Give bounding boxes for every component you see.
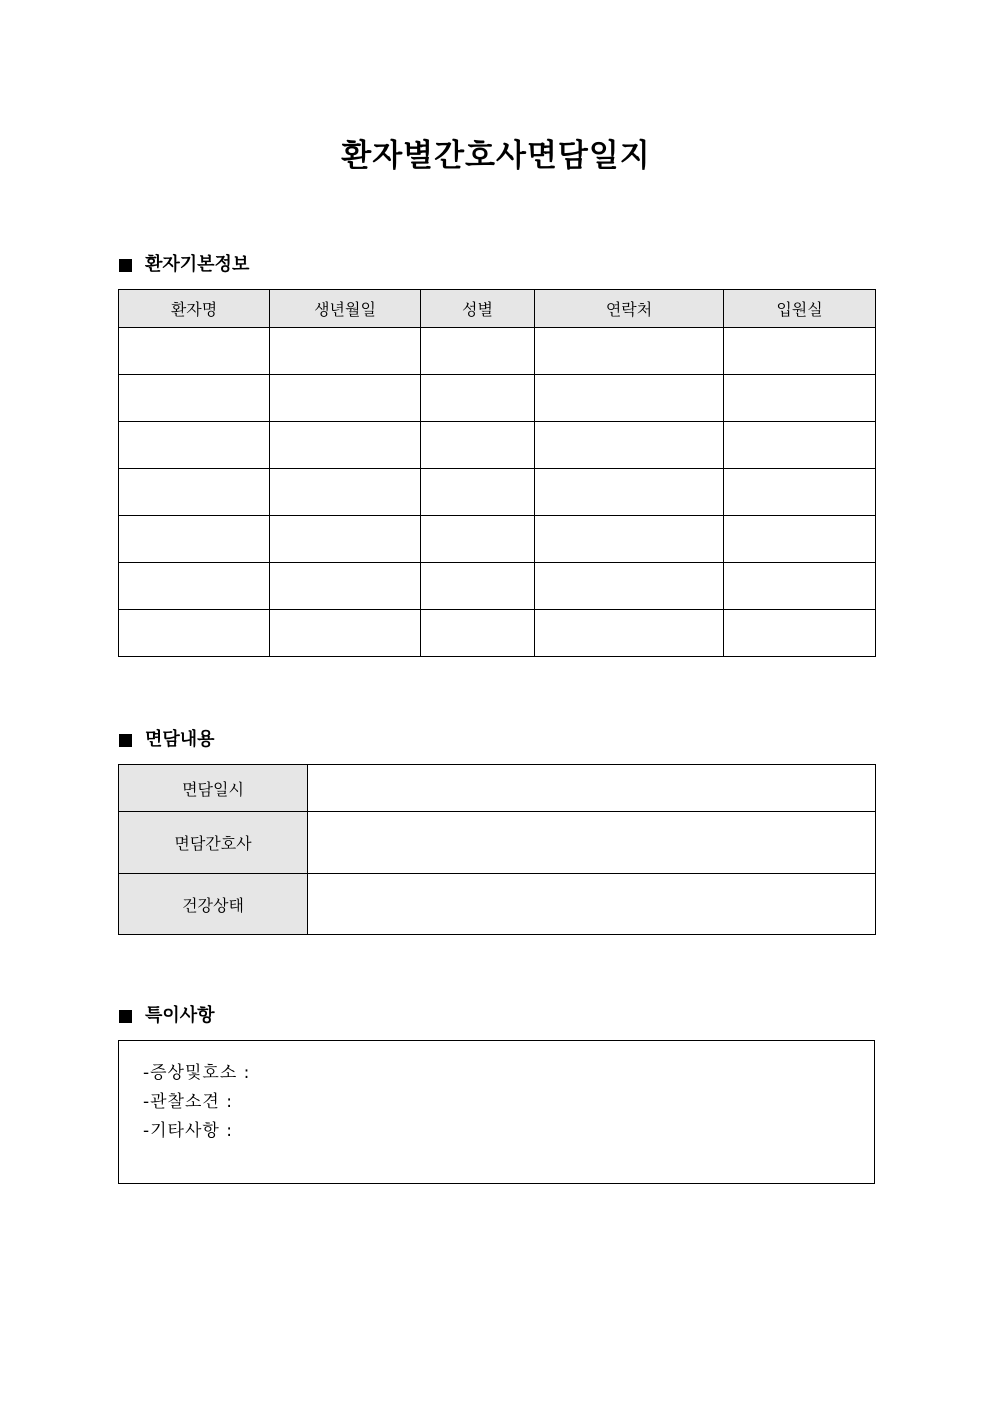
cell-birthdate[interactable]	[270, 516, 421, 563]
table-row	[119, 563, 876, 610]
patient-info-table	[118, 289, 876, 657]
column-header-contact: 연락처	[535, 290, 724, 328]
cell-name[interactable]	[119, 563, 270, 610]
notes-line-symptoms: -증상및호소 :	[143, 1063, 251, 1083]
column-header-name: 환자명	[119, 290, 270, 328]
value-interview-nurse[interactable]	[308, 812, 876, 874]
notes-box[interactable]	[118, 1040, 875, 1184]
cell-gender[interactable]	[421, 469, 535, 516]
value-health-status[interactable]	[308, 874, 876, 935]
cell-contact[interactable]	[535, 422, 724, 469]
cell-name[interactable]	[119, 328, 270, 375]
cell-name[interactable]	[119, 516, 270, 563]
table-row	[119, 516, 876, 563]
cell-contact[interactable]	[535, 563, 724, 610]
table-header-row	[119, 290, 876, 328]
value-interview-datetime[interactable]	[308, 765, 876, 812]
section-heading-label: 면담내용	[145, 729, 215, 750]
notes-line-observations: -관찰소견 :	[143, 1092, 233, 1112]
cell-room[interactable]	[724, 610, 876, 657]
cell-contact[interactable]	[535, 375, 724, 422]
section-heading-patient-info	[119, 252, 249, 278]
table-row	[119, 812, 876, 874]
cell-contact[interactable]	[535, 328, 724, 375]
cell-room[interactable]	[724, 328, 876, 375]
document-title: 환자별간호사면담일지	[341, 138, 651, 174]
table-row	[119, 375, 876, 422]
label-interview-datetime: 면담일시	[119, 765, 308, 812]
cell-room[interactable]	[724, 563, 876, 610]
cell-contact[interactable]	[535, 516, 724, 563]
label-health-status: 건강상태	[119, 874, 308, 935]
table-row	[119, 874, 876, 935]
table-row	[119, 765, 876, 812]
cell-gender[interactable]	[421, 375, 535, 422]
table-row	[119, 328, 876, 375]
cell-birthdate[interactable]	[270, 469, 421, 516]
cell-birthdate[interactable]	[270, 375, 421, 422]
cell-name[interactable]	[119, 469, 270, 516]
square-bullet-icon	[119, 259, 132, 272]
column-header-gender: 성별	[421, 290, 535, 328]
cell-room[interactable]	[724, 516, 876, 563]
section-heading-label: 환자기본정보	[145, 254, 250, 275]
cell-room[interactable]	[724, 422, 876, 469]
column-header-birthdate: 생년월일	[270, 290, 421, 328]
square-bullet-icon	[119, 734, 132, 747]
cell-birthdate[interactable]	[270, 563, 421, 610]
cell-gender[interactable]	[421, 328, 535, 375]
cell-contact[interactable]	[535, 469, 724, 516]
label-interview-nurse: 면담간호사	[119, 812, 308, 874]
table-row	[119, 422, 876, 469]
cell-contact[interactable]	[535, 610, 724, 657]
square-bullet-icon	[119, 1010, 132, 1023]
notes-line-other: -기타사항 :	[143, 1121, 233, 1141]
cell-birthdate[interactable]	[270, 328, 421, 375]
cell-gender[interactable]	[421, 516, 535, 563]
table-row	[119, 610, 876, 657]
cell-birthdate[interactable]	[270, 422, 421, 469]
cell-birthdate[interactable]	[270, 610, 421, 657]
cell-gender[interactable]	[421, 422, 535, 469]
cell-name[interactable]	[119, 422, 270, 469]
section-heading-label: 특이사항	[145, 1005, 215, 1026]
cell-gender[interactable]	[421, 563, 535, 610]
interview-table	[118, 764, 876, 935]
cell-name[interactable]	[119, 375, 270, 422]
table-row	[119, 469, 876, 516]
column-header-room: 입원실	[724, 290, 876, 328]
cell-name[interactable]	[119, 610, 270, 657]
section-heading-interview	[119, 727, 215, 753]
cell-room[interactable]	[724, 469, 876, 516]
cell-gender[interactable]	[421, 610, 535, 657]
section-heading-notes	[119, 1003, 215, 1029]
cell-room[interactable]	[724, 375, 876, 422]
